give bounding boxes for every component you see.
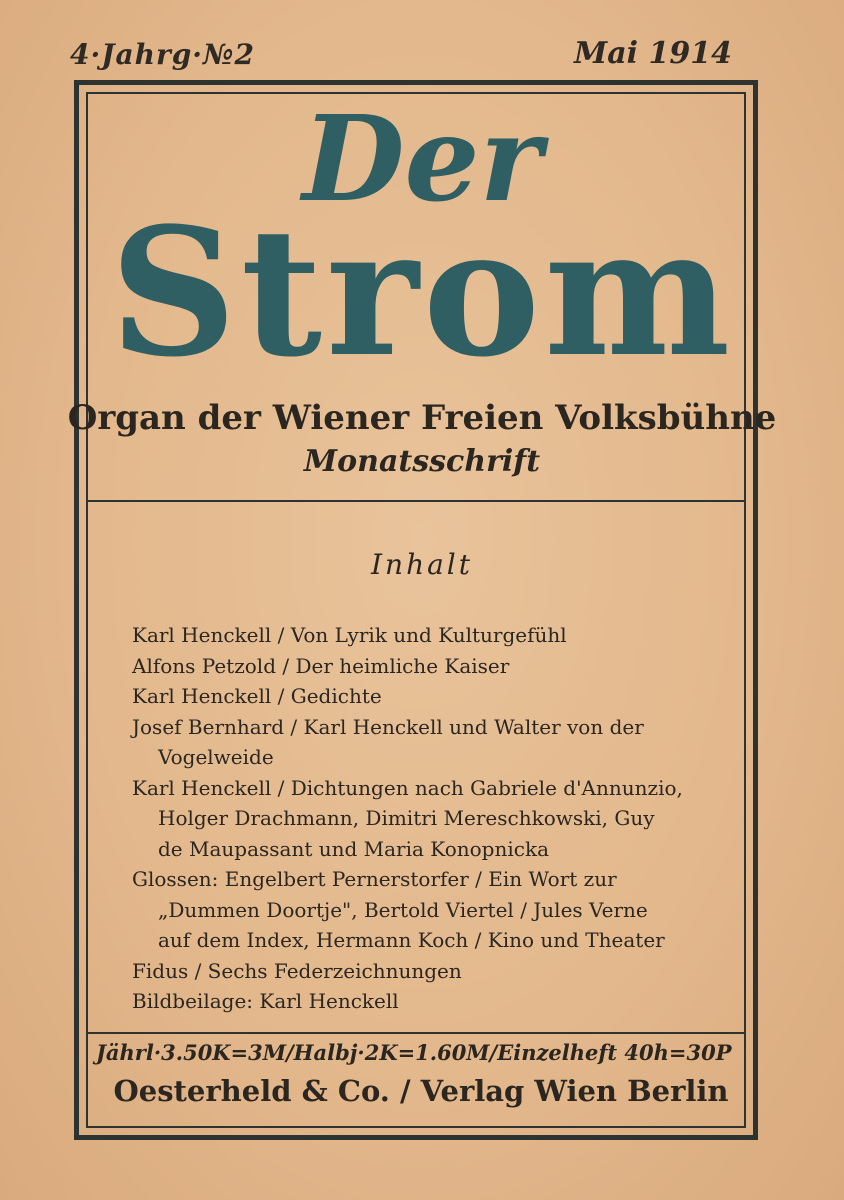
publisher-line: Oesterheld & Co. / Verlag Wien Berlin [113, 1074, 729, 1108]
contents-line: auf dem Index, Hermann Koch / Kino und Theater [158, 928, 665, 952]
frequency: Monatsschrift [303, 444, 541, 479]
contents-line: Holger Drachmann, Dimitri Mereschkowski, Guy [158, 806, 655, 830]
contents-line: Karl Henckell / Dichtungen nach Gabriele d'Annunzio, [132, 775, 683, 800]
divider-footer [88, 1032, 744, 1034]
title-line-2: Strom [109, 189, 735, 396]
contents-heading: Inhalt [370, 548, 474, 581]
issue-date: Mai 1914 [574, 36, 732, 71]
contents-line: „Dummen Doortje", Bertold Viertel / Jules Verne [158, 897, 648, 922]
contents-line: Glossen: Engelbert Pernerstorfer / Ein Wort zur [132, 867, 617, 891]
contents-line: Josef Bernhard / Karl Henckell und Walter von der [132, 714, 644, 739]
contents-line: Fidus / Sechs Federzeichnungen [132, 958, 462, 983]
contents-list [132, 620, 722, 1017]
contents-line: Karl Henckell / Von Lyrik und Kulturgefühl [132, 623, 567, 647]
contents-line: de Maupassant und Maria Konopnicka [158, 836, 549, 861]
contents-line: Vogelweide [158, 745, 274, 769]
issue-number: 4·Jahrg·№2 [70, 38, 255, 71]
contents-line: Alfons Petzold / Der heimliche Kaiser [132, 653, 510, 678]
contents-line: Bildbeilage: Karl Henckell [132, 989, 399, 1013]
title-line-1: Der [302, 89, 542, 228]
divider-masthead [88, 500, 744, 502]
price-line: Jährl·3.50K=3M/Halbj·2K=1.60M/Einzelheft 40h=30P [96, 1040, 732, 1065]
contents-line: Karl Henckell / Gedichte [132, 684, 382, 708]
subtitle: Organ der Wiener Freien Volksbühne [67, 398, 777, 438]
